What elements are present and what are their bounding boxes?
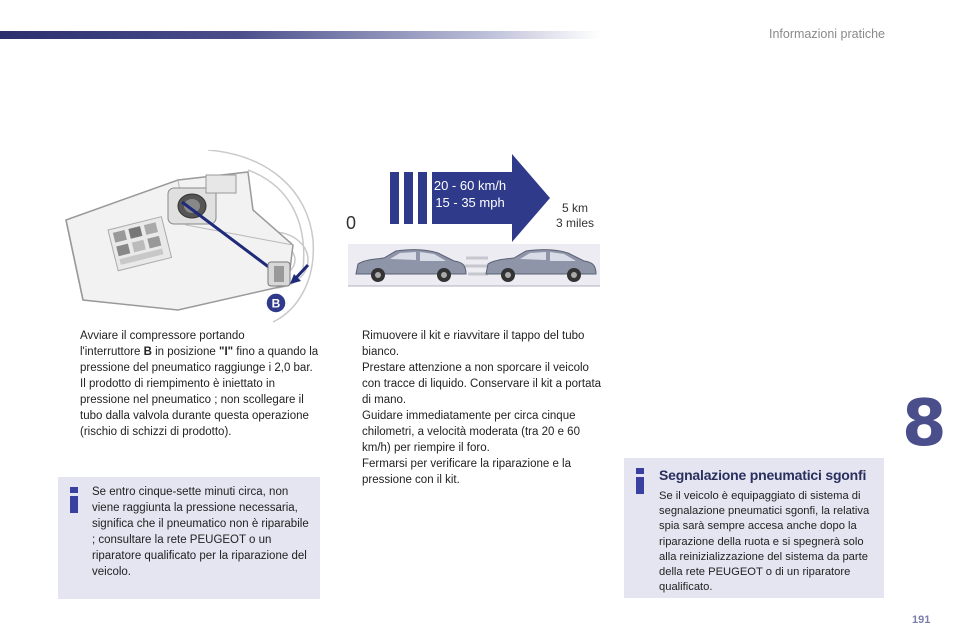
bullet-text: [80, 328, 320, 376]
start-label: 0: [346, 213, 357, 233]
bullet-line: fino a: [233, 346, 265, 358]
list-item: [340, 408, 605, 456]
section-title: Informazioni pratiche: [768, 27, 885, 41]
list-item: [340, 328, 605, 408]
info-icon: [634, 468, 646, 494]
chapter-number: 8: [902, 387, 947, 461]
bullet-line: l'interruttore: [80, 346, 144, 358]
bullet-line: quando la pressione del pneumatico raggiunge i 2,0 bar.: [80, 346, 319, 374]
page-number: 191: [912, 614, 931, 626]
info-box-deflation-warning: [624, 458, 884, 598]
bullet-text: Rimuovere il kit e riavvitare il tappo del tubo bianco.: [362, 330, 585, 358]
switch-ref: B: [143, 346, 152, 358]
info-text: Se entro cinque-sette minuti circa, non viene raggiunta la pressione necessaria, significa che il pneumatico non è riparabile ; consultare la rete PEUGEOT o un riparatore qualificato per la riparazione del veicolo.: [92, 486, 309, 578]
bullet-text: Fermarsi per verificare la riparazione e la pressione con il kit.: [362, 458, 571, 486]
distance-miles-label: 3 miles: [556, 216, 595, 230]
info-title: Segnalazione pneumatici sgonfi: [659, 467, 867, 483]
list-item: [58, 328, 320, 440]
bullet-extra: Prestare attenzione a non sporcare il veicolo con tracce di liquido. Conservare il kit a portata di mano.: [362, 362, 602, 406]
bullet-line: in posizione: [151, 346, 219, 358]
header-gradient-bar: [0, 31, 600, 39]
middle-column: [340, 328, 605, 488]
bullet-line: Avviare il compressore portando: [80, 330, 245, 342]
info-icon: [68, 487, 80, 513]
speed-figure: [338, 150, 608, 295]
bullet-text: Guidare immediatamente per circa cinque chilometri, a velocità moderata (tra 20 e 60 km/h) per riempire il foro.: [362, 410, 580, 454]
switch-b-label: B: [271, 296, 281, 311]
speed-mph-label: 15 - 35 mph: [435, 195, 505, 210]
position-ref: "I": [219, 346, 234, 358]
info-box-compressor: [58, 477, 320, 599]
compressor-figure: [58, 150, 320, 325]
info-text: Se il veicolo è equipaggiato di sistema di segnalazione pneumatici sgonfi, la relativa spia sarà sempre accesa anche dopo la riparazione della ruota e si spegnerà solo alla reinizializzazione del sistema da parte della rete PEUGEOT o di un riparatore qualificato.: [659, 490, 870, 594]
car-speed-icon: [338, 150, 608, 295]
tyre-compressor-icon: [58, 150, 320, 325]
left-column: [58, 328, 320, 440]
bullet-paragraph: Il prodotto di riempimento è iniettato in pressione nel pneumatico ; non scollegare il tubo dalla valvola durante questa operazione (rischio di schizzi di prodotto).: [80, 378, 309, 438]
list-item: [340, 456, 605, 488]
distance-km-label: 5 km: [562, 201, 589, 215]
speed-kmh-label: 20 - 60 km/h: [433, 178, 507, 193]
